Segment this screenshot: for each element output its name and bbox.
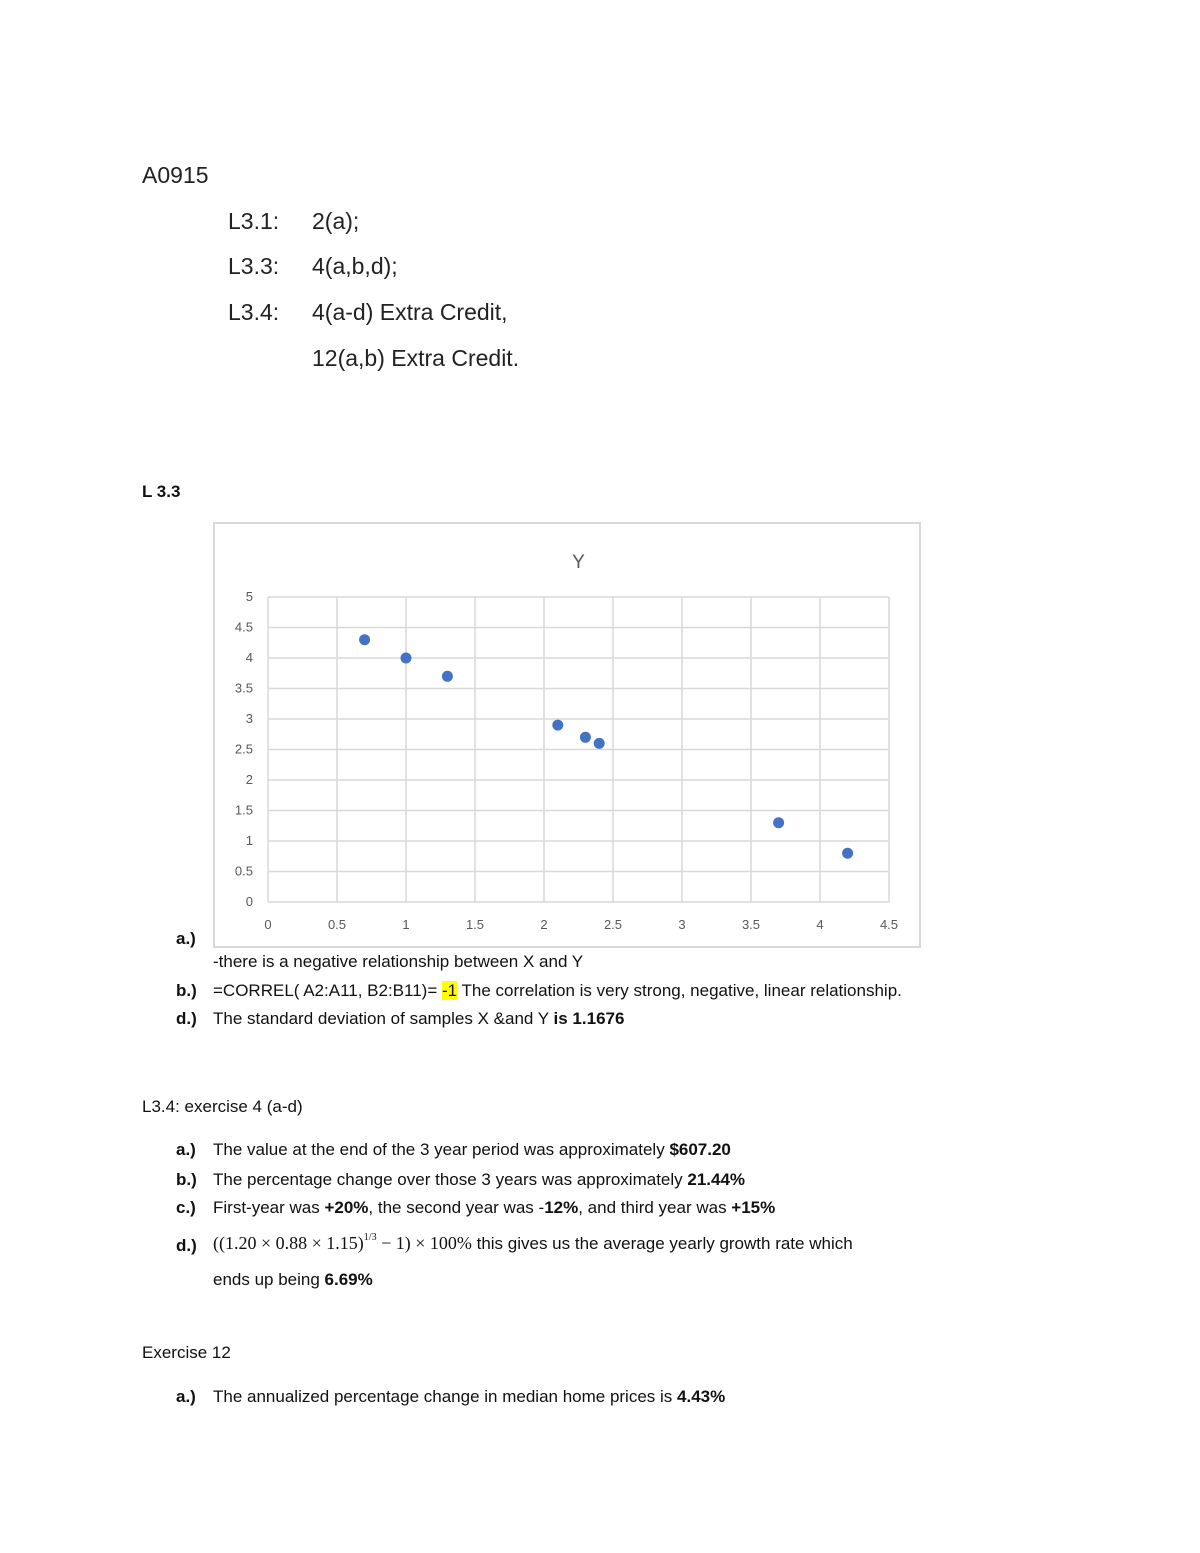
l33-b-highlighted-value: -1 (442, 981, 458, 1000)
l34-c-value-2: 12% (544, 1198, 579, 1217)
l34-d-value: 6.69% (324, 1270, 373, 1289)
l34-b-value: 21.44% (687, 1170, 746, 1189)
scatter-chart (213, 522, 921, 948)
l34-c-text-2: , the second year was - (368, 1198, 545, 1217)
l34-d-math-exponent: 1/3 (363, 1232, 377, 1243)
l34-b-line (213, 1170, 745, 1190)
section-title-ex12: Exercise 12 (142, 1343, 231, 1362)
l34-a-value: $607.20 (669, 1140, 731, 1159)
l33-b-label: b.) (176, 981, 197, 1000)
l34-c-value-1: +20% (324, 1198, 369, 1217)
y-tick-label: 3.5 (234, 680, 253, 696)
y-tick-label: 5 (245, 589, 253, 604)
y-tick-label: 4.5 (234, 619, 253, 635)
l34-a-label: a.) (176, 1140, 196, 1159)
chart-title: Y (572, 552, 585, 573)
assignment-value-2: 4(a,b,d); (312, 253, 398, 279)
y-tick-label: 0.5 (234, 863, 253, 879)
l34-c-text-1: First-year was (213, 1198, 325, 1217)
y-tick-label: 2 (245, 772, 253, 787)
ex12-a-line (213, 1387, 725, 1407)
data-point (442, 671, 453, 682)
data-point (594, 738, 605, 749)
l34-d-label: d.) (176, 1236, 197, 1255)
data-point (401, 653, 412, 664)
l34-b-label: b.) (176, 1170, 197, 1189)
x-tick-label: 4.5 (879, 917, 899, 932)
x-tick-label: 0.5 (327, 917, 347, 932)
l34-b-text: The percentage change over those 3 years was approximately (213, 1170, 688, 1189)
l33-b-text: The correlation is very strong, negative, linear relationship. (457, 981, 902, 1000)
chart-svg (215, 524, 919, 946)
x-tick-label: 3.5 (741, 917, 761, 932)
x-tick-label: 1 (402, 917, 410, 932)
y-tick-label: 1 (245, 833, 253, 848)
l33-d-text: The standard deviation of samples X &and Y (213, 1009, 554, 1028)
l34-d-line-2 (213, 1270, 373, 1290)
l34-d-line (213, 1233, 853, 1254)
y-tick-label: 0 (245, 894, 253, 909)
l34-c-text-3: , and third year was (578, 1198, 732, 1217)
l34-d-text: this gives us the average yearly growth rate which (471, 1234, 853, 1253)
l33-a-label: a.) (176, 929, 196, 948)
section-title-l34: L3.4: exercise 4 (a-d) (142, 1097, 303, 1116)
assignment-value-3: 4(a-d) Extra Credit, (312, 299, 508, 325)
x-tick-label: 4 (816, 917, 824, 932)
y-tick-label: 3 (245, 711, 253, 726)
document-id: A0915 (142, 162, 209, 188)
l33-d-label: d.) (176, 1009, 197, 1028)
x-tick-label: 2.5 (603, 917, 623, 932)
y-tick-label: 4 (245, 650, 253, 665)
assignment-label-1: L3.1: (228, 208, 280, 234)
assignment-label-3: L3.4: (228, 299, 280, 325)
ex12-a-text: The annualized percentage change in median home prices is (213, 1387, 678, 1406)
assignment-value-1: 2(a); (312, 208, 360, 234)
data-point (773, 817, 784, 828)
l33-d-value: is 1.1676 (553, 1009, 625, 1028)
x-tick-label: 2 (540, 917, 548, 932)
assignment-label-2: L3.3: (228, 253, 280, 279)
assignment-value-4: 12(a,b) Extra Credit. (312, 345, 520, 371)
l34-d-text-2: ends up being (213, 1270, 325, 1289)
l33-b-formula: =CORREL( A2:A11, B2:B11)= (213, 981, 438, 1000)
l34-d-math-close: − 1) × 100% (376, 1233, 472, 1253)
l34-a-text: The value at the end of the 3 year period was approximately (213, 1140, 670, 1159)
l34-d-math-open: ((1.20 × 0.88 × 1.15) (213, 1233, 364, 1253)
x-tick-label: 1.5 (465, 917, 485, 932)
x-tick-label: 0 (264, 917, 272, 932)
data-point (359, 634, 370, 645)
l34-c-value-3: +15% (731, 1198, 776, 1217)
data-point (552, 720, 563, 731)
l34-a-line (213, 1140, 731, 1160)
y-tick-label: 1.5 (234, 802, 253, 818)
l33-b-line (213, 981, 902, 1001)
ex12-a-value: 4.43% (677, 1387, 726, 1406)
data-point (580, 732, 591, 743)
x-tick-label: 3 (678, 917, 686, 932)
l33-d-line (213, 1009, 624, 1029)
section-title-l33: L 3.3 (142, 482, 181, 501)
data-point (842, 848, 853, 859)
l33-a-text: -there is a negative relationship between X and Y (213, 952, 584, 971)
l34-c-line (213, 1198, 775, 1218)
l34-c-label: c.) (176, 1198, 196, 1217)
ex12-a-label: a.) (176, 1387, 196, 1406)
y-tick-label: 2.5 (234, 741, 253, 757)
